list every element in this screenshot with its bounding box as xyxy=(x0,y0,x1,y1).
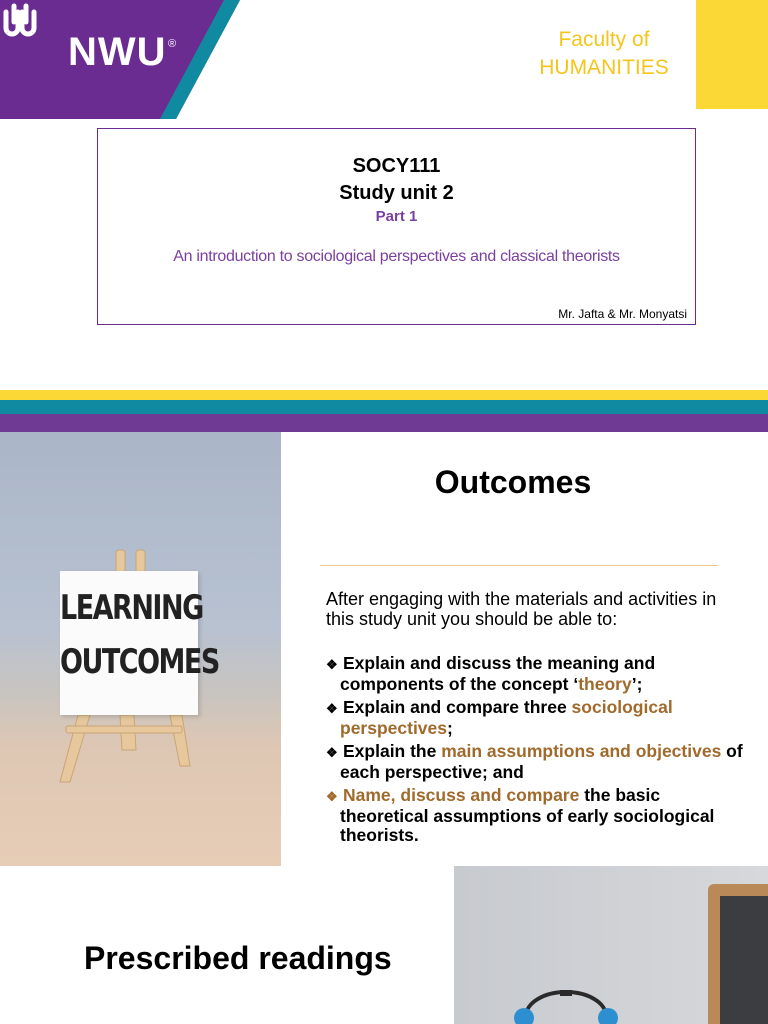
registered-mark: ® xyxy=(168,38,177,50)
diamond-bullet-icon: ❖ xyxy=(326,789,338,804)
learning-outcomes-sign xyxy=(60,571,219,715)
outcome-text-end: the basic theoretical assumptions of early sociological theorists. xyxy=(340,785,715,845)
outcome-item xyxy=(326,698,746,738)
teal-stripe xyxy=(0,400,768,414)
outcome-text: Explain and discuss the meaning and components of the concept ‘ xyxy=(340,653,656,694)
outcome-text: Explain the xyxy=(343,741,442,761)
outcome-item xyxy=(326,786,746,846)
faculty-heading xyxy=(520,26,688,82)
yellow-stripe xyxy=(0,390,768,400)
part-label: Part 1 xyxy=(375,208,418,225)
title-slide xyxy=(0,0,768,390)
outcomes-title: Outcomes xyxy=(434,464,592,500)
title-divider xyxy=(320,565,718,566)
outcome-highlight: theory xyxy=(578,673,632,694)
study-unit-title: Study unit 2 xyxy=(339,182,454,204)
outcomes-slide xyxy=(0,432,768,866)
faculty-line-2: HUMANITIES xyxy=(539,56,669,79)
diamond-bullet-icon: ❖ xyxy=(326,745,338,760)
nwu-emblem-icon xyxy=(0,0,40,40)
outcome-item xyxy=(326,654,746,694)
sign-line-2: OUTCOMES xyxy=(60,643,219,682)
outcomes-lead: After engaging with the materials and activities in this study unit you should be able to: xyxy=(326,589,717,629)
learning-outcomes-photo xyxy=(0,432,281,866)
sign-line-1: LEARNING xyxy=(60,589,203,628)
outcome-text: Explain and compare three xyxy=(343,697,572,717)
course-code: SOCY111 xyxy=(352,155,441,177)
outcome-text-end: of each perspective; and xyxy=(340,741,743,782)
outcome-highlight: sociological perspectives xyxy=(340,697,673,738)
outcome-highlight: Name, discuss and compare xyxy=(343,785,580,805)
yellow-corner-block xyxy=(696,0,768,109)
outcomes-list xyxy=(326,654,746,850)
logo-text: NWU xyxy=(68,30,167,74)
outcome-item xyxy=(326,742,746,782)
prescribed-readings-title: Prescribed readings xyxy=(84,940,392,976)
outcome-text-end: ’; xyxy=(631,673,643,694)
alarm-clock-icon xyxy=(454,866,768,1024)
outcome-highlight: main assumptions and objectives xyxy=(441,741,722,761)
diamond-bullet-icon: ❖ xyxy=(326,701,338,716)
unit-introduction: An introduction to sociological perspectives and classical theorists xyxy=(173,248,620,265)
readings-slide xyxy=(0,866,768,1024)
nwu-logo-band xyxy=(0,0,240,119)
purple-stripe xyxy=(0,414,768,432)
alarm-clock-chalkboard-photo xyxy=(454,866,768,1024)
diamond-bullet-icon: ❖ xyxy=(326,657,338,672)
authors: Mr. Jafta & Mr. Monyatsi xyxy=(558,307,687,321)
faculty-line-1: Faculty of xyxy=(558,28,650,51)
title-box xyxy=(97,128,696,325)
outcome-text-end: ; xyxy=(447,717,453,738)
